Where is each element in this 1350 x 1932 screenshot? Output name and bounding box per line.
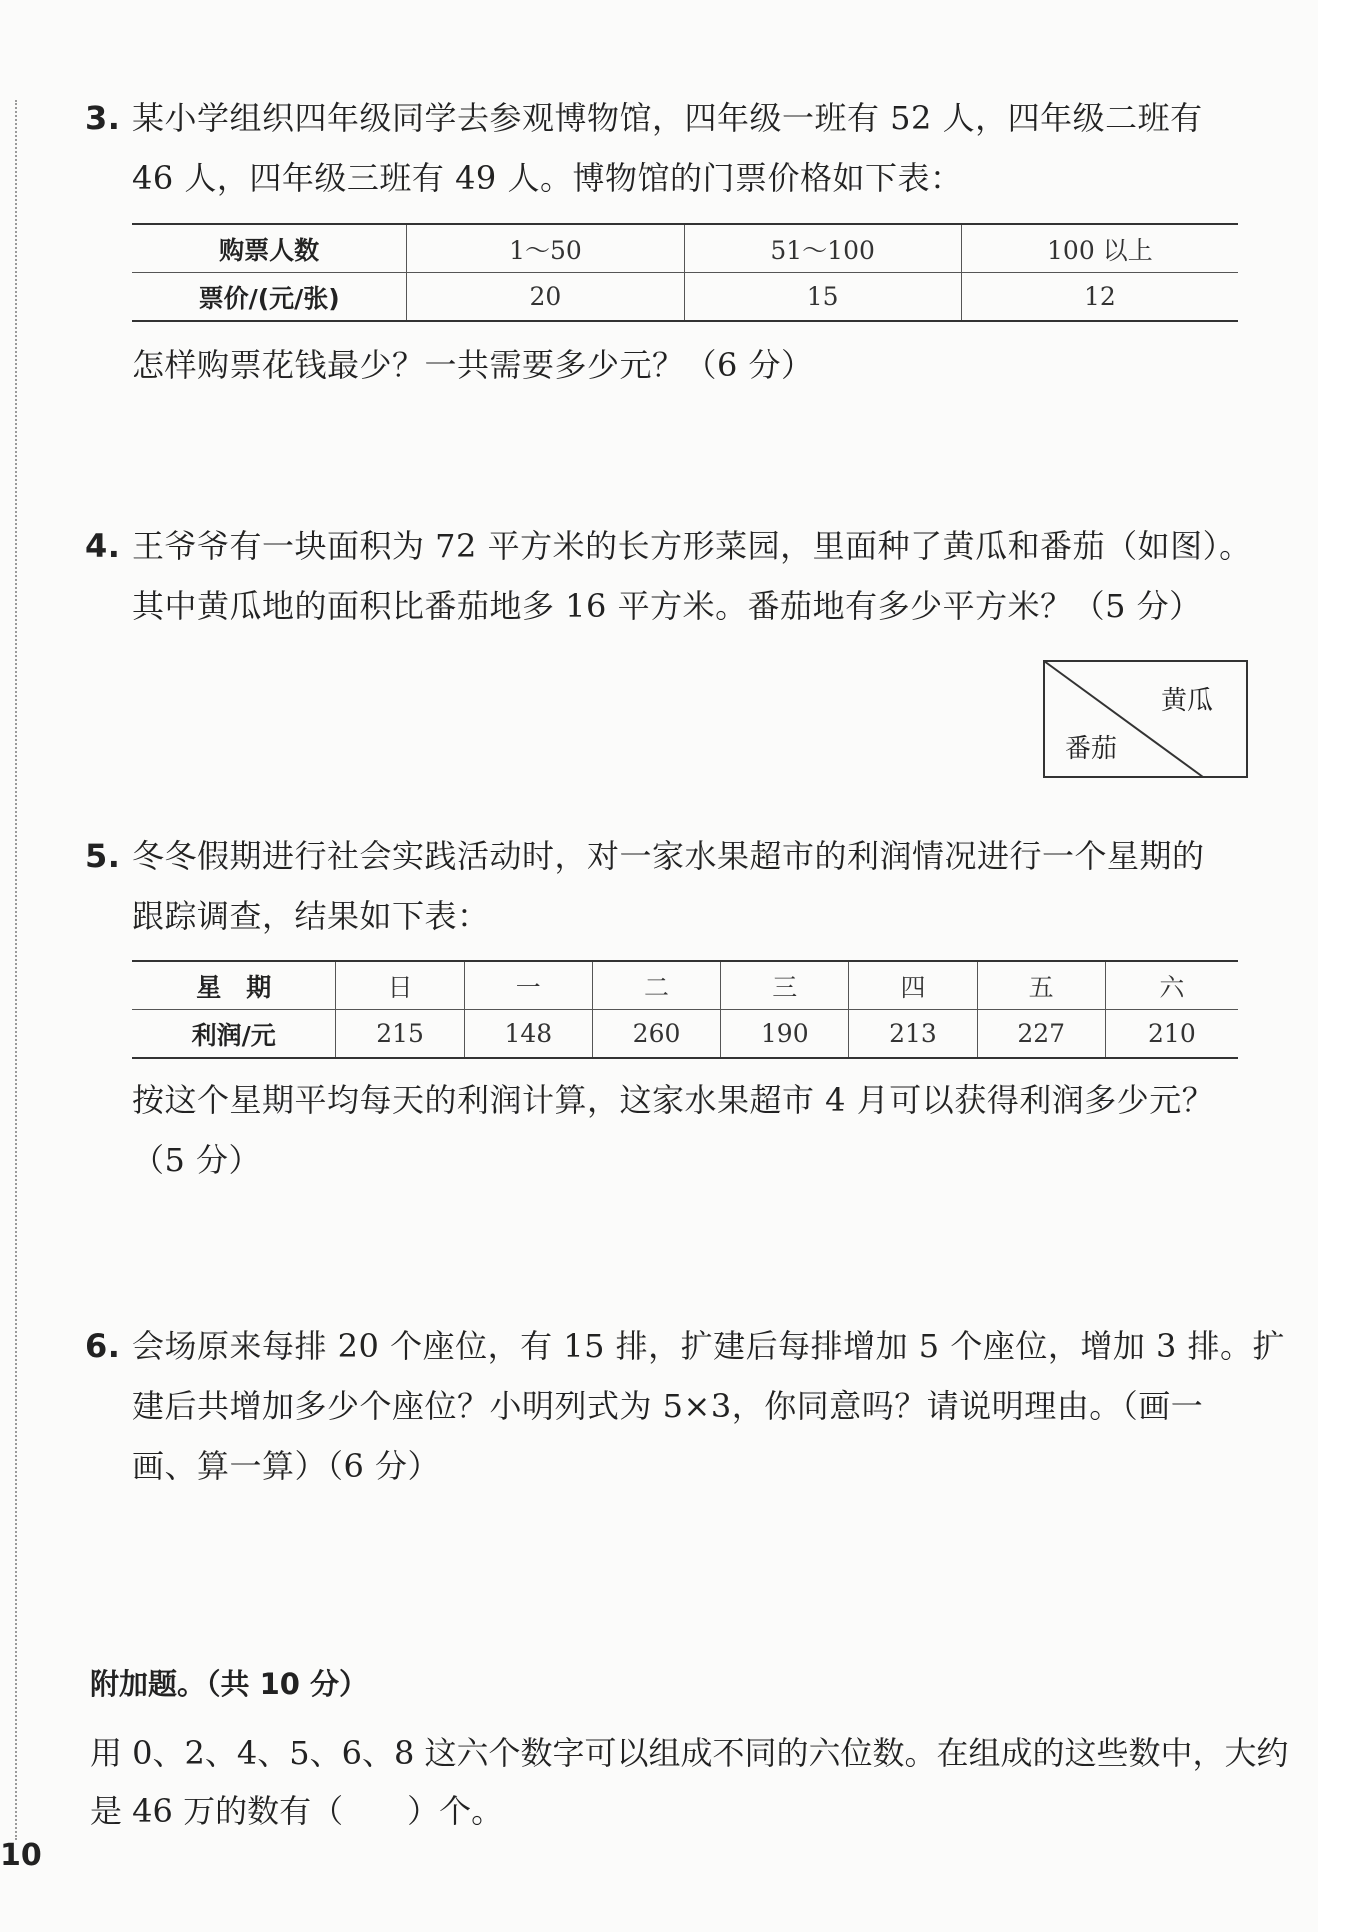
table-header-cell: 利润/元 — [132, 1010, 336, 1059]
question-text: （5 分） — [132, 1141, 262, 1179]
table-cell: 100 以上 — [961, 224, 1238, 273]
question-3 — [85, 88, 1245, 208]
question-text: 是 46 万的数有（ ）个。 — [90, 1792, 504, 1830]
question-text: 会场原来每排 20 个座位，有 15 排，扩建后每排增加 5 个座位，增加 3 排。扩 — [132, 1327, 1286, 1365]
bonus-question — [90, 1724, 1289, 1840]
table-row — [132, 961, 1238, 1010]
table-header-cell: 票价/(元/张) — [132, 273, 407, 322]
table-cell: 213 — [849, 1010, 977, 1059]
question-text: 某小学组织四年级同学去参观博物馆，四年级一班有 52 人，四年级二班有 — [132, 99, 1203, 137]
table-cell: 三 — [721, 961, 849, 1010]
table-cell: 日 — [336, 961, 464, 1010]
cucumber-label: 黄瓜 — [1161, 686, 1214, 716]
weekly-profit-table — [132, 960, 1238, 1059]
question-text: 46 人，四年级三班有 49 人。博物馆的门票价格如下表： — [132, 159, 963, 197]
table-cell: 二 — [592, 961, 720, 1010]
table-cell: 51～100 — [684, 224, 961, 273]
question-text: 跟踪调查，结果如下表： — [132, 897, 490, 935]
question-3-prompt — [85, 335, 1245, 395]
table-row — [132, 224, 1238, 273]
table-cell: 260 — [592, 1010, 720, 1059]
question-text: 王爷爷有一块面积为 72 平方米的长方形菜园，里面种了黄瓜和番茄（如图）。 — [132, 527, 1252, 565]
table-cell: 227 — [977, 1010, 1105, 1059]
question-text: 怎样购票花钱最少？一共需要多少元？（6 分） — [132, 346, 814, 384]
question-text: 用 0、2、4、5、6、8 这六个数字可以组成不同的六位数。在组成的这些数中，大约 — [90, 1734, 1289, 1772]
table-cell: 六 — [1105, 961, 1238, 1010]
binding-margin-line — [15, 100, 17, 1840]
bonus-title: 附加题。（共 10 分） — [90, 1667, 369, 1701]
page-number: 10 — [0, 1838, 42, 1873]
question-text: 按这个星期平均每天的利润计算，这家水果超市 4 月可以获得利润多少元？ — [132, 1081, 1215, 1119]
table-cell: 四 — [849, 961, 977, 1010]
tomato-label: 番茄 — [1065, 734, 1118, 764]
question-6 — [85, 1316, 1286, 1496]
table-cell: 210 — [1105, 1010, 1238, 1059]
table-cell: 190 — [721, 1010, 849, 1059]
question-number: 5. — [85, 837, 121, 875]
question-text: 画、算一算）（6 分） — [132, 1447, 441, 1485]
table-cell: 一 — [464, 961, 592, 1010]
question-number: 6. — [85, 1327, 121, 1365]
question-number: 4. — [85, 527, 121, 565]
table-cell: 148 — [464, 1010, 592, 1059]
garden-diagram — [1043, 660, 1248, 778]
ticket-price-table — [132, 223, 1238, 322]
question-text: 建后共增加多少个座位？小明列式为 5×3，你同意吗？请说明理由。（画一 — [132, 1387, 1204, 1425]
question-4 — [85, 516, 1252, 636]
table-cell: 20 — [407, 273, 684, 322]
table-cell: 五 — [977, 961, 1105, 1010]
table-row — [132, 273, 1238, 322]
table-cell: 15 — [684, 273, 961, 322]
question-text: 冬冬假期进行社会实践活动时，对一家水果超市的利润情况进行一个星期的 — [132, 837, 1205, 875]
table-cell: 1～50 — [407, 224, 684, 273]
question-text: 其中黄瓜地的面积比番茄地多 16 平方米。番茄地有多少平方米？（5 分） — [132, 587, 1202, 625]
question-number: 3. — [85, 99, 121, 137]
table-header-cell: 购票人数 — [132, 224, 407, 273]
question-5-prompt — [85, 1070, 1245, 1190]
question-5 — [85, 826, 1245, 946]
table-row — [132, 1010, 1238, 1059]
table-header-cell: 星 期 — [132, 961, 336, 1010]
table-cell: 12 — [961, 273, 1238, 322]
table-cell: 215 — [336, 1010, 464, 1059]
